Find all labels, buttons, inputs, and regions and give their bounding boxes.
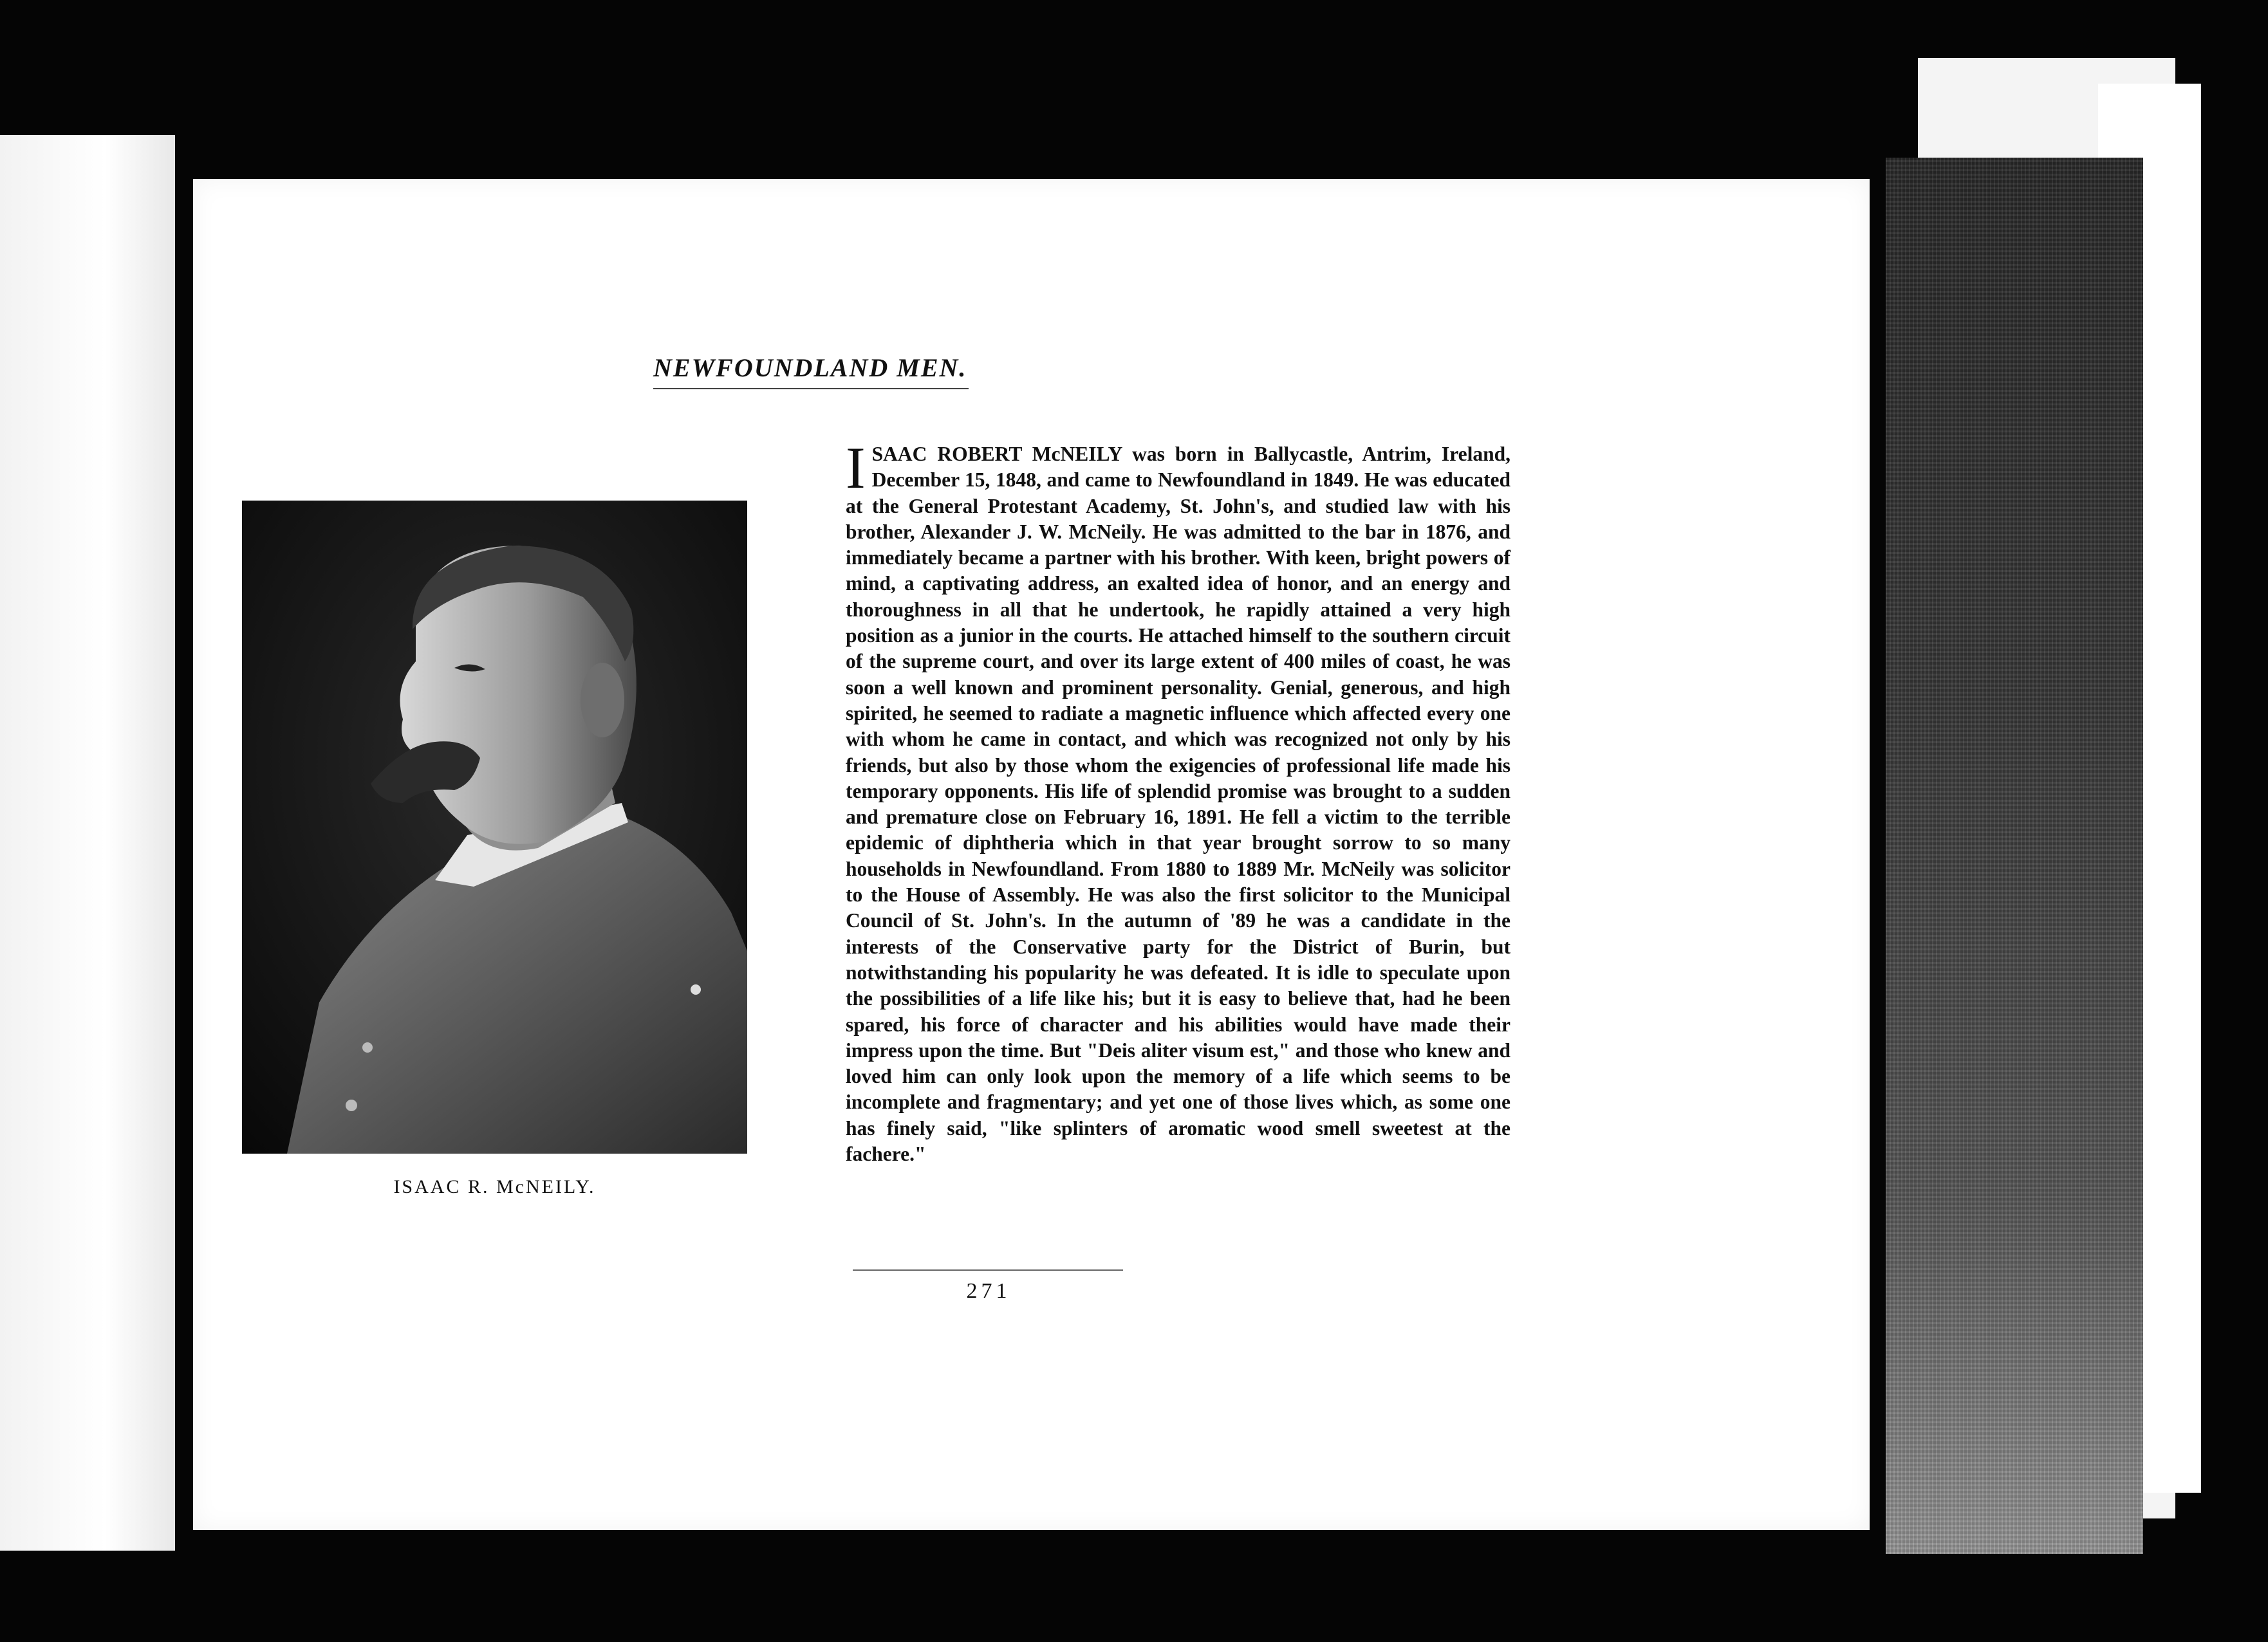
folio-rule xyxy=(853,1269,1123,1271)
page-number: 271 xyxy=(966,1279,1011,1303)
running-header: NEWFOUNDLAND MEN. xyxy=(653,353,967,382)
biography-body: SAAC ROBERT McNEILY was born in Ballycastle, Antrim, Ireland, December 15, 1848, and came to Newfoundland in 1849. He was educated at the General Protestant Academy, St. John's, and studied law with his brother, Alexander J. W. McNeily. He was admitted to the bar in 1876, and immediately became a partner with his brother. With keen, bright powers of mind, a captivating address, an exalted idea of honor, and an energy and thoroughness in all that he undertook, he rapidly attained a very high position as a junior in the courts. He attached himself to the southern circuit of the supreme court, and over its large extent of 400 miles of coast, he was soon a well known and prominent personality. Genial, generous, and high spirited, he seemed to radiate a magnetic influence which affected every one with whom he came in contact, and which was recognized not only by his friends, but also by those whom the exigencies of professional life made his temporary opponents. His life of splendid promise was brought to a sudden and premature close on February 16, 1891. He fell a victim to the terrible epidemic of diphtheria which in that year brought sorrow to so many households in Newfoundland. From 1880 to 1889 Mr. McNeily was solicitor to the House of Assembly. He was also the first solicitor to the Municipal Council of St. John's. In the autumn of '89 he was a candidate in the interests of the Conservative party for the District of Burin, but notwithstanding his popularity he was defeated. It is idle to speculate upon the possibilities of a life like his; but it is easy to believe that, had he been spared, his force of character and his abilities would have made their impress upon the time. But "Deis aliter visum est," and those who knew and loved him can only look upon the memory of a life which seems to be incomplete and fragmentary; and yet one of those lives which, as some one has finely said, "like splinters of aromatic wood smell sweetest at the fachere." xyxy=(846,443,1510,1166)
scanned-dark-margin xyxy=(1886,158,2143,1554)
left-facing-page-edge xyxy=(0,135,175,1551)
portrait-photo xyxy=(242,501,747,1154)
book-page xyxy=(193,179,1870,1530)
biography-text xyxy=(846,435,1510,1167)
portrait-caption: ISAAC R. McNEILY. xyxy=(393,1176,596,1197)
portrait-illustration xyxy=(242,501,747,1154)
header-rule xyxy=(653,388,969,389)
drop-cap: I xyxy=(846,435,866,501)
